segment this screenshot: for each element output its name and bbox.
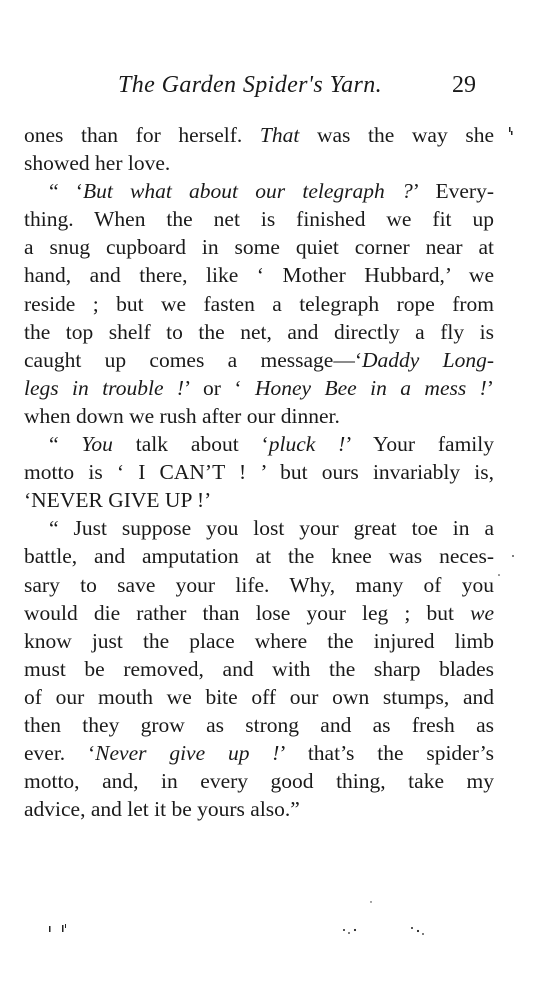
text-line: sary to save your life. Why, many of you (24, 572, 494, 597)
text-line: reside ; but we fasten a telegraph rope from (24, 291, 494, 316)
text-line: “ You talk about ‘pluck !’ Your family (49, 432, 495, 457)
page-number: 29 (452, 72, 476, 98)
text-line: battle, and amputation at the knee was neces- (24, 544, 494, 569)
text-line: motto, and, in every good thing, take my (24, 769, 494, 794)
text-line: thing. When the net is finished we fit up (24, 207, 494, 232)
text-line: a snug cupboard in some quiet corner near at (24, 235, 494, 260)
text-line: motto is ‘ I CAN’T ! ’ but ours invariably is, (24, 460, 494, 485)
text-line: caught up comes a message—‘Daddy Long- (24, 347, 494, 372)
ink-specks (49, 127, 514, 935)
text-line: of our mouth we bite off our own stumps, and (24, 684, 494, 709)
text-line: ones than for herself. That was the way she (24, 123, 494, 147)
text-line: “ Just suppose you lost your great toe in a (49, 516, 494, 541)
text-line: know just the place where the injured limb (24, 628, 494, 653)
text-line: advice, and let it be yours also.” (24, 797, 300, 822)
text-line: “ ‘But what about our telegraph ?’ Every- (49, 179, 495, 204)
text-line: showed her love. (24, 151, 171, 176)
text-line: would die rather than lose your leg ; but we (24, 600, 494, 625)
text-line: then they grow as strong and as fresh as (24, 712, 494, 737)
text-line: ever. ‘Never give up !’ that’s the spider’s (24, 741, 495, 766)
text-line: must be removed, and with the sharp blades (24, 656, 494, 681)
running-title: The Garden Spider's Yarn. (118, 72, 383, 98)
text-line: ‘NEVER GIVE UP !’ (24, 488, 212, 513)
text-line: the top shelf to the net, and directly a fly is (24, 319, 494, 344)
text-line: hand, and there, like ‘ Mother Hubbard,’ we (24, 263, 494, 288)
text-line: when down we rush after our dinner. (24, 403, 340, 428)
text-line: legs in trouble !’ or ‘ Honey Bee in a mess !’ (24, 375, 494, 400)
